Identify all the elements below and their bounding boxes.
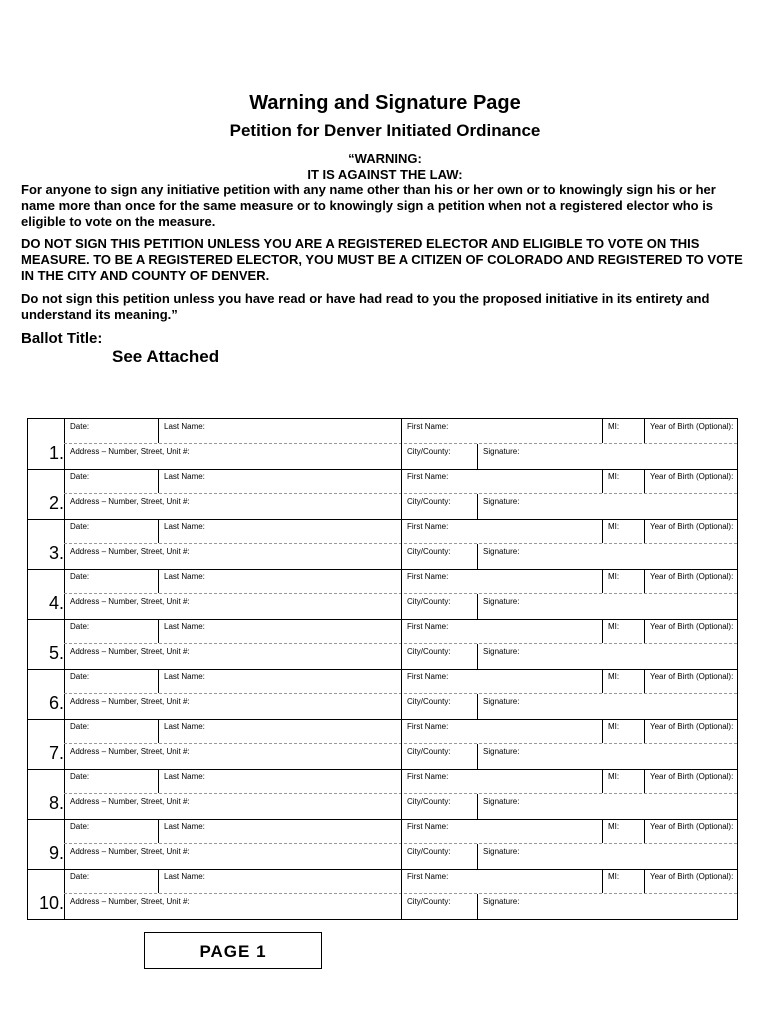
signature-row <box>28 769 737 820</box>
date-field[interactable]: Date: <box>70 572 90 581</box>
city-county-field[interactable]: City/County: <box>407 847 451 856</box>
cell-divider <box>401 469 402 519</box>
signature-table <box>27 418 738 920</box>
cell-divider <box>477 694 478 719</box>
cell-divider <box>477 894 478 919</box>
signature-field[interactable]: Signature: <box>483 897 520 906</box>
year-of-birth-field[interactable]: Year of Birth (Optional): <box>650 622 734 631</box>
date-field[interactable]: Date: <box>70 722 90 731</box>
ballot-title-label: Ballot Title: <box>21 330 103 347</box>
row-number: 9. <box>48 843 64 863</box>
cell-divider <box>602 419 603 443</box>
cell-divider <box>644 569 645 593</box>
cell-divider <box>644 869 645 893</box>
row-divider <box>64 569 65 619</box>
cell-divider <box>477 544 478 569</box>
signature-field[interactable]: Signature: <box>483 597 520 606</box>
warning-paragraph-1: For anyone to sign any initiative petition with any name other than his or her own or to knowingly sign his or her name more than once for the same measure or to knowingly sign a petition when not a registered elector who is eligible to vote on the measure. <box>21 182 716 229</box>
signature-row <box>28 719 737 770</box>
cell-divider <box>158 469 159 493</box>
mi-field[interactable]: MI: <box>608 822 620 831</box>
date-field[interactable]: Date: <box>70 472 90 481</box>
cell-divider <box>158 769 159 793</box>
row-number: 4. <box>48 593 64 613</box>
cell-divider <box>158 569 159 593</box>
cell-divider <box>644 769 645 793</box>
cell-divider <box>401 569 402 619</box>
cell-divider <box>477 594 478 619</box>
signature-row <box>28 619 737 670</box>
row-divider <box>64 469 65 519</box>
cell-divider <box>477 744 478 769</box>
year-of-birth-field[interactable]: Year of Birth (Optional): <box>650 572 734 581</box>
cell-divider <box>602 869 603 893</box>
signature-row <box>28 469 737 520</box>
warning-subheading: IT IS AGAINST THE LAW: <box>307 167 463 182</box>
year-of-birth-field[interactable]: Year of Birth (Optional): <box>650 672 734 681</box>
cell-divider <box>602 669 603 693</box>
cell-divider <box>401 669 402 719</box>
first-name-field[interactable]: First Name: <box>407 672 449 681</box>
row-divider <box>64 869 65 919</box>
signature-field[interactable]: Signature: <box>483 747 520 756</box>
year-of-birth-field[interactable]: Year of Birth (Optional): <box>650 522 734 531</box>
cell-divider <box>602 469 603 493</box>
cell-divider <box>158 869 159 893</box>
date-field[interactable]: Date: <box>70 672 90 681</box>
row-number: 2. <box>48 493 64 513</box>
signature-field[interactable]: Signature: <box>483 497 520 506</box>
first-name-field[interactable]: First Name: <box>407 872 449 881</box>
page-subtitle: Petition for Denver Initiated Ordinance <box>229 121 541 140</box>
cell-divider <box>158 619 159 643</box>
cell-divider <box>158 669 159 693</box>
last-name-field[interactable]: Last Name: <box>164 622 205 631</box>
city-county-field[interactable]: City/County: <box>407 597 451 606</box>
first-name-field[interactable]: First Name: <box>407 422 449 431</box>
last-name-field[interactable]: Last Name: <box>164 872 205 881</box>
cell-divider <box>158 419 159 443</box>
mi-field[interactable]: MI: <box>608 422 620 431</box>
cell-divider <box>602 619 603 643</box>
mi-field[interactable]: MI: <box>608 772 620 781</box>
cell-divider <box>158 819 159 843</box>
last-name-field[interactable]: Last Name: <box>164 422 205 431</box>
warning-heading: “WARNING: <box>348 151 422 166</box>
warning-paragraph-3: Do not sign this petition unless you have read or have had read to you the proposed initiative in its entirety and understand its meaning.” <box>21 291 710 322</box>
cell-divider <box>401 419 402 469</box>
signature-field[interactable]: Signature: <box>483 697 520 706</box>
first-name-field[interactable]: First Name: <box>407 572 449 581</box>
year-of-birth-field[interactable]: Year of Birth (Optional): <box>650 822 734 831</box>
city-county-field[interactable]: City/County: <box>407 697 451 706</box>
last-name-field[interactable]: Last Name: <box>164 672 205 681</box>
first-name-field[interactable]: First Name: <box>407 622 449 631</box>
first-name-field[interactable]: First Name: <box>407 522 449 531</box>
cell-divider <box>477 844 478 869</box>
cell-divider <box>602 819 603 843</box>
signature-field[interactable]: Signature: <box>483 847 520 856</box>
row-number: 8. <box>48 793 64 813</box>
cell-divider <box>401 519 402 569</box>
cell-divider <box>644 669 645 693</box>
cell-divider <box>477 794 478 819</box>
cell-divider <box>644 819 645 843</box>
city-county-field[interactable]: City/County: <box>407 897 451 906</box>
signature-row <box>28 519 737 570</box>
first-name-field[interactable]: First Name: <box>407 822 449 831</box>
city-county-field[interactable]: City/County: <box>407 797 451 806</box>
signature-field[interactable]: Signature: <box>483 547 520 556</box>
mi-field[interactable]: MI: <box>608 622 620 631</box>
ballot-title-value: See Attached <box>112 347 220 366</box>
last-name-field[interactable]: Last Name: <box>164 822 205 831</box>
row-divider <box>64 619 65 669</box>
first-name-field[interactable]: First Name: <box>407 472 449 481</box>
date-field[interactable]: Date: <box>70 522 90 531</box>
address-field[interactable]: Address – Number, Street, Unit #: <box>70 697 190 706</box>
year-of-birth-field[interactable]: Year of Birth (Optional): <box>650 722 734 731</box>
address-field[interactable]: Address – Number, Street, Unit #: <box>70 797 190 806</box>
address-field[interactable]: Address – Number, Street, Unit #: <box>70 597 190 606</box>
cell-divider <box>477 644 478 669</box>
date-field[interactable]: Date: <box>70 622 90 631</box>
signature-field[interactable]: Signature: <box>483 647 520 656</box>
row-number: 1. <box>48 443 64 463</box>
address-field[interactable]: Address – Number, Street, Unit #: <box>70 747 190 756</box>
row-number: 7. <box>48 743 64 763</box>
first-name-field[interactable]: First Name: <box>407 722 449 731</box>
row-number: 10. <box>38 893 64 913</box>
signature-field[interactable]: Signature: <box>483 447 520 456</box>
date-field[interactable]: Date: <box>70 872 90 881</box>
cell-divider <box>602 719 603 743</box>
row-divider <box>64 669 65 719</box>
city-county-field[interactable]: City/County: <box>407 647 451 656</box>
signature-row <box>28 669 737 720</box>
cell-divider <box>477 494 478 519</box>
date-field[interactable]: Date: <box>70 822 90 831</box>
address-field[interactable]: Address – Number, Street, Unit #: <box>70 547 190 556</box>
cell-divider <box>644 519 645 543</box>
cell-divider <box>158 519 159 543</box>
mi-field[interactable]: MI: <box>608 722 620 731</box>
row-number: 5. <box>48 643 64 663</box>
year-of-birth-field[interactable]: Year of Birth (Optional): <box>650 772 734 781</box>
address-field[interactable]: Address – Number, Street, Unit #: <box>70 647 190 656</box>
cell-divider <box>401 719 402 769</box>
mi-field[interactable]: MI: <box>608 872 620 881</box>
year-of-birth-field[interactable]: Year of Birth (Optional): <box>650 472 734 481</box>
page-number-box: PAGE 1 <box>144 932 322 969</box>
signature-row <box>28 419 737 470</box>
row-divider <box>64 719 65 769</box>
last-name-field[interactable]: Last Name: <box>164 772 205 781</box>
row-divider <box>64 819 65 869</box>
page-title: Warning and Signature Page <box>249 92 521 114</box>
cell-divider <box>158 719 159 743</box>
row-divider <box>64 419 65 469</box>
row-number: 6. <box>48 693 64 713</box>
city-county-field[interactable]: City/County: <box>407 447 451 456</box>
city-county-field[interactable]: City/County: <box>407 497 451 506</box>
cell-divider <box>602 769 603 793</box>
cell-divider <box>401 819 402 869</box>
signature-field[interactable]: Signature: <box>483 797 520 806</box>
mi-field[interactable]: MI: <box>608 522 620 531</box>
city-county-field[interactable]: City/County: <box>407 747 451 756</box>
cell-divider <box>401 869 402 919</box>
cell-divider <box>644 469 645 493</box>
signature-row <box>28 569 737 620</box>
year-of-birth-field[interactable]: Year of Birth (Optional): <box>650 422 734 431</box>
city-county-field[interactable]: City/County: <box>407 547 451 556</box>
row-divider <box>64 519 65 569</box>
cell-divider <box>602 519 603 543</box>
cell-divider <box>477 444 478 469</box>
cell-divider <box>602 569 603 593</box>
mi-field[interactable]: MI: <box>608 672 620 681</box>
last-name-field[interactable]: Last Name: <box>164 722 205 731</box>
address-field[interactable]: Address – Number, Street, Unit #: <box>70 897 190 906</box>
date-field[interactable]: Date: <box>70 772 90 781</box>
row-divider <box>64 769 65 819</box>
row-number: 3. <box>48 543 64 563</box>
address-field[interactable]: Address – Number, Street, Unit #: <box>70 847 190 856</box>
cell-divider <box>644 719 645 743</box>
cell-divider <box>401 619 402 669</box>
year-of-birth-field[interactable]: Year of Birth (Optional): <box>650 872 734 881</box>
date-field[interactable]: Date: <box>70 422 90 431</box>
warning-paragraph-2: DO NOT SIGN THIS PETITION UNLESS YOU ARE A REGISTERED ELECTOR AND ELIGIBLE TO VOTE ON THIS MEASURE. TO BE A REGISTERED ELECTOR, YOU MUST BE A CITIZEN OF COLORADO AND REGISTERED TO VOTE IN THE CITY AND COUNTY OF DENVER. <box>21 236 743 283</box>
last-name-field[interactable]: Last Name: <box>164 472 205 481</box>
cell-divider <box>644 619 645 643</box>
last-name-field[interactable]: Last Name: <box>164 572 205 581</box>
cell-divider <box>644 419 645 443</box>
mi-field[interactable]: MI: <box>608 572 620 581</box>
cell-divider <box>401 769 402 819</box>
signature-row <box>28 819 737 870</box>
last-name-field[interactable]: Last Name: <box>164 522 205 531</box>
signature-row <box>28 869 737 919</box>
mi-field[interactable]: MI: <box>608 472 620 481</box>
first-name-field[interactable]: First Name: <box>407 772 449 781</box>
address-field[interactable]: Address – Number, Street, Unit #: <box>70 497 190 506</box>
address-field[interactable]: Address – Number, Street, Unit #: <box>70 447 190 456</box>
